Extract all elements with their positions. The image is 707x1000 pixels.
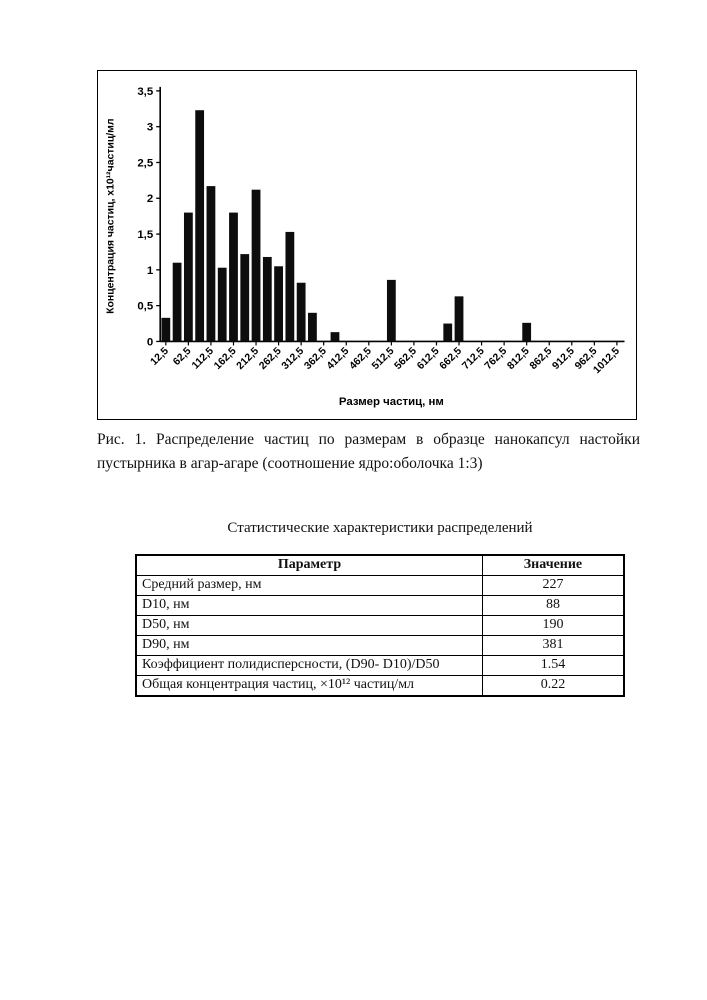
bar (274, 266, 283, 341)
table-row (136, 576, 624, 596)
table-cell-parameter: Общая концентрация частиц, ×10¹² частиц/мл (136, 676, 482, 697)
bar (263, 257, 272, 341)
x-tick-label: 312,5 (279, 345, 307, 372)
table-row (136, 656, 624, 676)
table-row (136, 616, 624, 636)
table-cell-value: 381 (482, 636, 624, 656)
x-tick-label: 262,5 (257, 345, 284, 372)
x-axis-title: Размер частиц, нм (338, 396, 444, 409)
figure-caption: Рис. 1. Распределение частиц по размерам в образце нанокапсул настойки пустырника в агар-агаре (соотношение ядро:оболочка 1:3) (97, 431, 640, 473)
y-tick-label: 2,5 (137, 157, 154, 170)
x-tick-label: 962,5 (573, 345, 600, 372)
x-tick-label: 512,5 (370, 345, 397, 372)
x-tick-label: 562,5 (392, 345, 420, 372)
x-tick-label: 62,5 (171, 345, 194, 368)
x-tick-label: 1012,5 (591, 345, 622, 377)
bar (240, 254, 249, 341)
bar (443, 324, 452, 342)
table-header-row (136, 555, 624, 576)
bar (455, 296, 464, 341)
bar (218, 268, 227, 342)
table-title: Статистические характеристики распределений (227, 520, 533, 536)
table-cell-parameter: Средний размер, нм (136, 576, 482, 596)
x-tick-label: 862,5 (528, 345, 555, 372)
bar (252, 190, 261, 342)
bar (195, 110, 204, 341)
bar (331, 332, 340, 341)
bar (285, 232, 294, 342)
bar (297, 283, 306, 342)
x-tick-label: 662,5 (437, 345, 465, 372)
x-tick-label: 612,5 (415, 345, 442, 372)
bar (184, 213, 193, 342)
bar (161, 318, 170, 342)
bar (387, 280, 396, 342)
figure-1-chart-frame (97, 70, 637, 420)
particle-size-bar-chart (98, 71, 636, 419)
table-header-cell: Значение (482, 555, 624, 576)
bar (173, 263, 182, 342)
table-cell-parameter: Коэффициент полидисперсности, (D90- D10)/D50 (136, 656, 482, 676)
statistics-table-head (136, 555, 624, 576)
x-tick-label: 812,5 (505, 345, 532, 372)
statistics-table-body (136, 576, 624, 697)
x-tick-label: 112,5 (190, 345, 217, 372)
table-header-cell: Параметр (136, 555, 482, 576)
bar (207, 186, 216, 341)
bar (308, 313, 317, 342)
table-cell-parameter: D10, нм (136, 596, 482, 616)
table-cell-value: 88 (482, 596, 624, 616)
table-row (136, 636, 624, 656)
table-cell-parameter: D90, нм (136, 636, 482, 656)
table-row (136, 596, 624, 616)
x-tick-label: 362,5 (302, 345, 329, 372)
y-axis-title: Концентрация частиц, х10¹²частиц/мл (105, 118, 117, 314)
table-cell-value: 227 (482, 576, 624, 596)
x-tick-label: 162,5 (212, 345, 239, 372)
x-tick-label: 412,5 (325, 345, 352, 372)
bar (522, 323, 531, 342)
table-cell-value: 1.54 (482, 656, 624, 676)
y-tick-label: 3,5 (137, 85, 154, 98)
x-tick-label: 712,5 (460, 345, 487, 372)
x-tick-label: 212,5 (234, 345, 262, 372)
x-tick-label: 12,5 (148, 345, 171, 368)
bar (229, 213, 238, 342)
y-tick-label: 0,5 (137, 300, 154, 313)
table-cell-value: 190 (482, 616, 624, 636)
x-tick-label: 762,5 (482, 345, 510, 372)
table-row (136, 676, 624, 697)
x-tick-label: 912,5 (550, 345, 577, 372)
y-tick-label: 2 (146, 193, 154, 206)
y-tick-label: 3 (146, 121, 154, 134)
y-tick-label: 1,5 (137, 229, 154, 242)
y-tick-label: 1 (146, 264, 154, 277)
statistics-table (135, 554, 625, 697)
y-tick-label: 0 (146, 336, 154, 349)
x-tick-label: 462,5 (347, 345, 374, 372)
table-cell-value: 0.22 (482, 676, 624, 697)
table-cell-parameter: D50, нм (136, 616, 482, 636)
